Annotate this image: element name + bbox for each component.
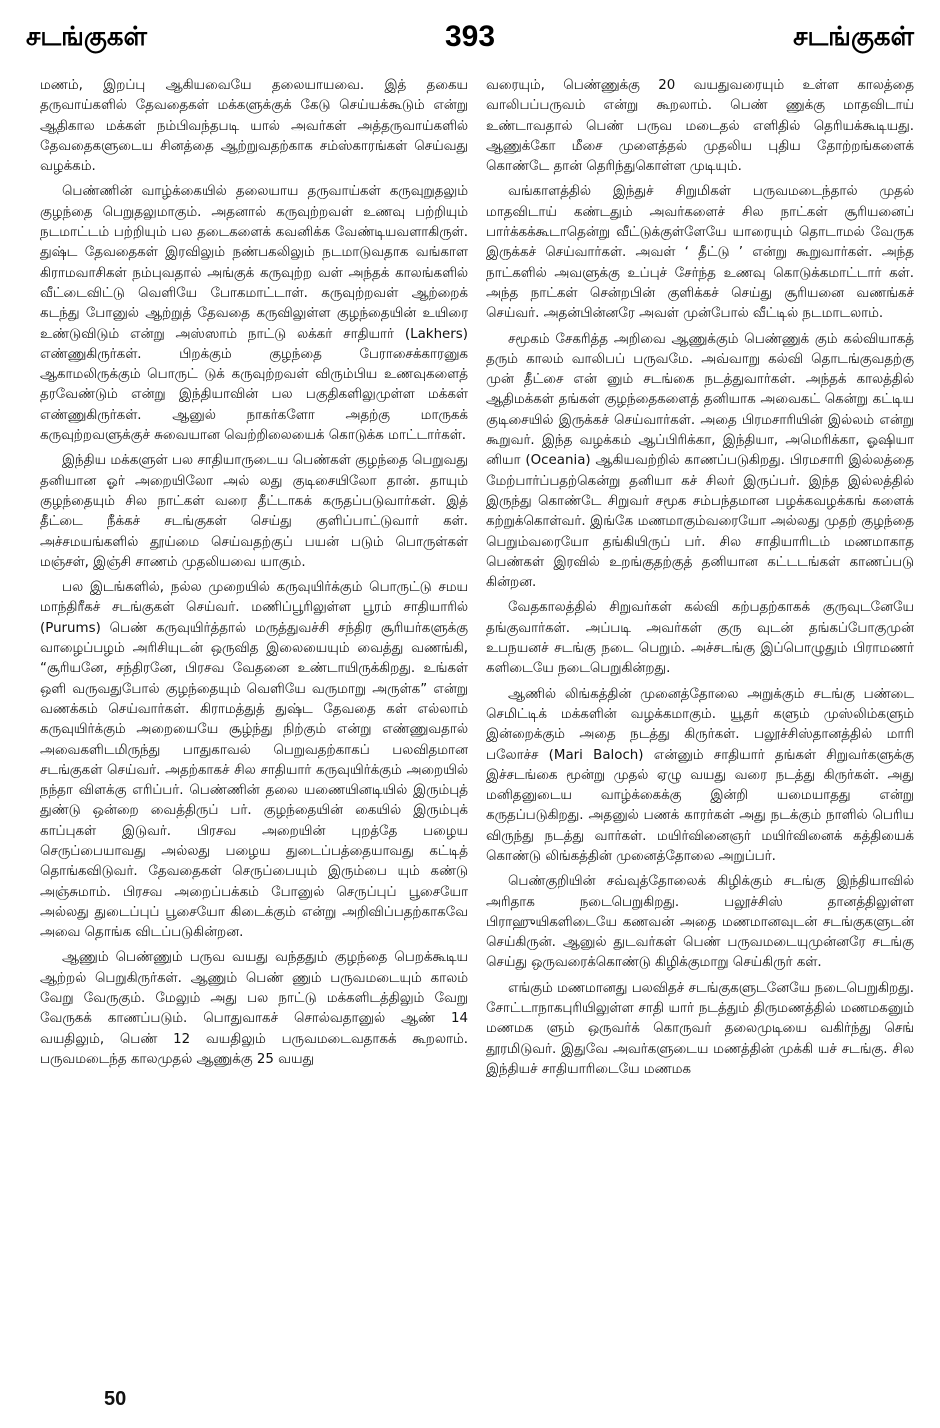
- paragraph: ஆணில் லிங்கத்தின் முனைத்தோலை அறுக்கும் சடங்கு பண்டை செமிட்டிக் மக்களின் வழக்கமாகும். யூதர் களும் முஸ்லிம்களும் இன்றைக்கும் அதை நடத்து கிருர்கள். பலூச்சிஸ்தானத்தில் மாரி பலோச்ச (Mari Baloch) என்னும் சாதியார் தங்கள் சிறுவர்களுக்கு இச்சடங்கை மூன்று முதல் ஏழு வயது வரை நடத்து கிருர்கள். அது மனிதனுடைய வாழ்க்கைக்கு இன்றி யமையாதது என்று கருதப்படுகிறது. அதனுல் பணக் காரர்கள் அது நடக்கும் நாளில் பெரிய விருந்து நடத்து வார்கள். மயிர்வினைஞர் மயிர்வினைக் கத்தியைக் கொண்டு லிங்கத்தின் முனைத்தோலை அறுப்பர்.: [486, 686, 914, 864]
- paragraph: இந்திய மக்களுள் பல சாதியாருடைய பெண்கள் குழந்தை பெறுவது தனியான ஓர் அறையிலோ அல் லது குடிசையிலோ தான். தாயும் குழந்தையும் சில நாட்கள் வரை தீட்டாகக் கருதப்படுவார்கள். இத் தீட்டை நீக்கச் சடங்குகள் செய்து குளிப்பாட்டுவார் கள். அச்சமயங்களில் தூய்மை செய்வதற்குப் பயன் படும் பொருள்கள் மஞ்சள், இஞ்சி சாணம் முதலியவை யாகும்.: [40, 453, 468, 570]
- paragraph: ஆணும் பெண்ணும் பருவ வயது வந்ததும் குழந்தை பெறக்கூடிய ஆற்றல் பெறுகிருர்கள். ஆணும் பெண் ணும் பருவமடையும் காலம் வேறு வேருகும். மேலும் அது பல நாட்டு மக்களிடத்திலும் வேறு வேருகக் காணப்படும். பொதுவாகச் சொல்வதானுல் ஆண் 14 வயதிலும், பெண் 12 வயதிலும் பருவமடைவதாகக் கூறலாம். பருவமடைந்த காலமுதல் ஆணுக்கு 25 வயது: [40, 950, 468, 1067]
- running-header-right: சடங்குகள்: [793, 22, 914, 52]
- paragraph: பெண்குறியின் சவ்வுத்தோலைக் கிழிக்கும் சடங்கு இந்தியாவில் அரிதாக நடைபெறுகிறது. பலூச்சிஸ் தானத்திலுள்ள பிராஹுயிகளிடையே கணவன் அதை மணமானவுடன் சடங்குகளுடன் செய்கிருன். ஆனுல் துடவர்கள் பெண் பருவமடையுமுன்னரே சடங்கு செய்து ஒருவரைக்கொண்டு கிழிக்குமாறு செய்கிருர் கள்.: [486, 874, 914, 971]
- paragraph: வரையும், பெண்ணுக்கு 20 வயதுவரையும் உள்ள காலத்தை வாலிபப்பருவம் என்று கூறலாம். பெண் ணுக்கு மாதவிடாய் உண்டாவதால் பெண் பருவ மடைதல் எளிதில் தெரியக்கூடியது. ஆணுக்கோ மீசை முளைத்தல் முதலிய புதிய தோற்றங்களைக் கொண்டே தான் தெரிந்துகொள்ள முடியும்.: [486, 78, 914, 175]
- running-header-left: சடங்குகள்: [26, 22, 147, 52]
- right-column: [486, 76, 914, 1085]
- paragraph: மணம், இறப்பு ஆகியவையே தலையாயவை. இத் தகைய தருவாய்களில் தேவதைகள் மக்களுக்குக் கேடு செய்யக்கூடும் என்று ஆதிகால மக்கள் நம்பிவந்தபடி யால் அவர்கள் அத்தருவாய்களில் தேவதைகளுடைய சினத்தை ஆற்றுவதற்காக சம்ஸ்காரங்கள் செய்வது வழக்கம்.: [40, 78, 468, 175]
- paragraph: பல இடங்களில், நல்ல முறையில் கருவுயிர்க்கும் பொருட்டு சமய மாந்திரீகச் சடங்குகள் செய்வர். மணிப்பூரிலுள்ள பூரம் சாதியாரில் (Purums) பெண் கருவுயிர்த்தால் மருத்துவச்சி சந்திர சூரியர்களுக்கு வாழைப்பழம் அரிசியுடன் ஒருவித இலையையும் வைத்து வணங்கி, “சூரியனே, சந்திரனே, பிரசவ வேதனை உண்டாயிருக்கிறது. உங்கள் ஒளி வருவதுபோல் குழந்தையும் வெளியே வருமாறு அருள்க” என்று வணக்கம் செய்வார்கள். கிராமத்துத் துஷ்ட தேவதை கள் எல்லாம் கருவுயிர்க்கும் அறையையே சூழ்ந்து நிற்கும் என்று எண்ணுவதால் அவைகளிடமிருந்து பாதுகாவல் பெறுவதற்காகப் பலவிதமான சடங்குகள் செய்வர். அதற்காகச் சில சாதியார் கருவுயிர்க்கும் அறையில் நந்தா விளக்கு எரிப்பர். பெண்ணின் தலை யணையினடியில் இரும்புத் துண்டு ஒன்றை வைத்திருப் பர். குழந்தையின் கையில் இரும்புக் காப்புகள் இடுவர். பிரசவ அறையின் புறத்தே பழைய செருப்பையாவது அல்லது பழைய துடைப்பத்தையாவது கட்டித் தொங்கவிடுவர். தேவதைகள் செருப்பையும் இரும்பை யும் கண்டு அஞ்சுமாம். பிரசவ அறைப்பக்கம் போனுல் செருப்புப் பூசையோ அல்லது துடைப்புப் பூசையோ கிடைக்கும் என்று அறிவிப்பதற்காகவே அவை தொங்க விடப்படுகின்றன.: [40, 580, 468, 941]
- page-number: 393: [444, 20, 496, 53]
- paragraph: எங்கும் மணமானது பலவிதச் சடங்குகளுடனேயே நடைபெறுகிறது. சோட்டாநாகபுரியிலுள்ள சாதி யார் நடத்தும் திருமணத்தில் மணமகனும் மணமக ளும் ஒருவர்க் கொருவர் தலைமுடியை வகிர்ந்து செங் தூரமிடுவர். இதுவே அவர்களுடைய மணத்தின் முக்கி யச் சடங்கு. சில இந்தியச் சாதியாரிடையே மணமக: [486, 980, 914, 1077]
- paragraph: வங்காளத்தில் இந்துச் சிறுமிகள் பருவமடைந்தால் முதல் மாதவிடாய் கண்டதும் அவர்களைச் சில நாட்கள் சூரியனைப் பார்க்கக்கூடாதென்று வீட்டுக்குள்ளேயே யாரையும் தொடாமல் வேருக இருக்கச் செய்வார்கள். அவள் ‘ தீட்டு ’ என்று கூறுவார்கள். அந்த நாட்களில் அவளுக்கு உப்புச் சேர்ந்த உணவு கொடுக்கமாட்டார் கள். அந்த நாட்கள் சென்றபின் குளிக்கச் செய்து சூரியனை வணங்கச் செய்வர். அதன்பின்னரே அவள் முன்போல் வீட்டில் நடமாடலாம்.: [486, 184, 914, 322]
- paragraph: சமூகம் சேகரித்த அறிவை ஆணுக்கும் பெண்ணுக் கும் கல்வியாகத் தரும் காலம் வாலிபப் பருவமே. அவ்வாறு கல்வி தொடங்குவதற்கு முன் தீட்சை என் னும் சடங்கை நடத்துவார்கள். அந்தக் காலத்தில் ஆதிமக்கள் தங்கள் குழந்தைகளைத் தனியாக அவைகட் கென்று கட்டிய குடிசையில் இருக்கச் செய்வார்கள். அதை பிரமசாரியின் இல்லம் என்று கூறுவர். இந்த வழக்கம் ஆப்பிரிக்கா, இந்தியா, அமெரிக்கா, ஓஷியா னியா (Oceania) ஆகியவற்றில் காணப்படுகிறது. பிரமசாரி இல்லத்தை மேற்பார்ப்பதற்கென்று தனியா கச் சிலர் இருப்பர். இந்த இல்லத்தில் இருந்து கொண்டே சிறுவர் சமூக சம்பந்தமான பழக்கவழக்கங் களைக் கற்றுக்கொள்வர். இங்கே மணமாகும்வரையோ அல்லது முதற் குழந்தை பெறும்வரையோ தங்கியிருப் பர். சில சாதியாரிடம் மணமாகாத பெண்கள் இரவில் உறங்குதற்குத் தனியான கட்டடங்கள் காணப்படு கின்றன.: [486, 331, 914, 591]
- left-column: [40, 76, 468, 1075]
- paragraph: வேதகாலத்தில் சிறுவர்கள் கல்வி கற்பதற்காகக் குருவுடனேயே தங்குவார்கள். அப்படி அவர்கள் குரு வுடன் தங்கப்போகுமுன் உபநயனச் சடங்கு நடை பெறும். அச்சடங்கு இப்பொழுதும் பிராமணர் களிடையே நடைபெறுகின்றது.: [486, 600, 914, 677]
- footer-number: 50: [104, 1388, 127, 1410]
- paragraph: பெண்ணின் வாழ்க்கையில் தலையாய தருவாய்கள் கருவுறுதலும் குழந்தை பெறுதலுமாகும். அதனால் கருவுற்றவள் உணவு பற்றியும் நடமாட்டம் பற்றியும் பல தடைகளைக் கவனிக்க வேண்டியவளாகிருள். துஷ்ட தேவதைகள் இரவிலும் நண்பகலிலும் நடமாடுவதாக வங்காள கிராமவாசிகள் நம்புவதால் அங்குக் கருவுற்ற வள் அந்தக் காலங்களில் வீட்டைவிட்டு வெளியே போகமாட்டாள். கருவுற்றவள் ஆற்றைக் கடந்து போனுல் ஆற்றுத் தேவதை கருவிலுள்ள குழந்தையின் உயிரை உண்டுவிடும் என்று அஸ்ஸாம் நாட்டு லக்கர் சாதியார் (Lakhers) எண்ணுகிருர்கள். பிறக்கும் குழந்தை பேராசைக்காரனுக ஆகாமலிருக்கும் பொருட் டுக் கருவுற்றவள் விரும்பிய உணவுகளைத் தரவேண்டும் என்று இந்தியாவின் பல பகுதிகளிலுமுள்ள மக்கள் எண்ணுகிருர்கள். ஆனுல் நாகர்களோ அதற்கு மாருகக் கருவுற்றவளுக்குச் சுவையான வெற்றிலையைக் கொடுக்க மாட்டார்கள்.: [40, 184, 468, 444]
